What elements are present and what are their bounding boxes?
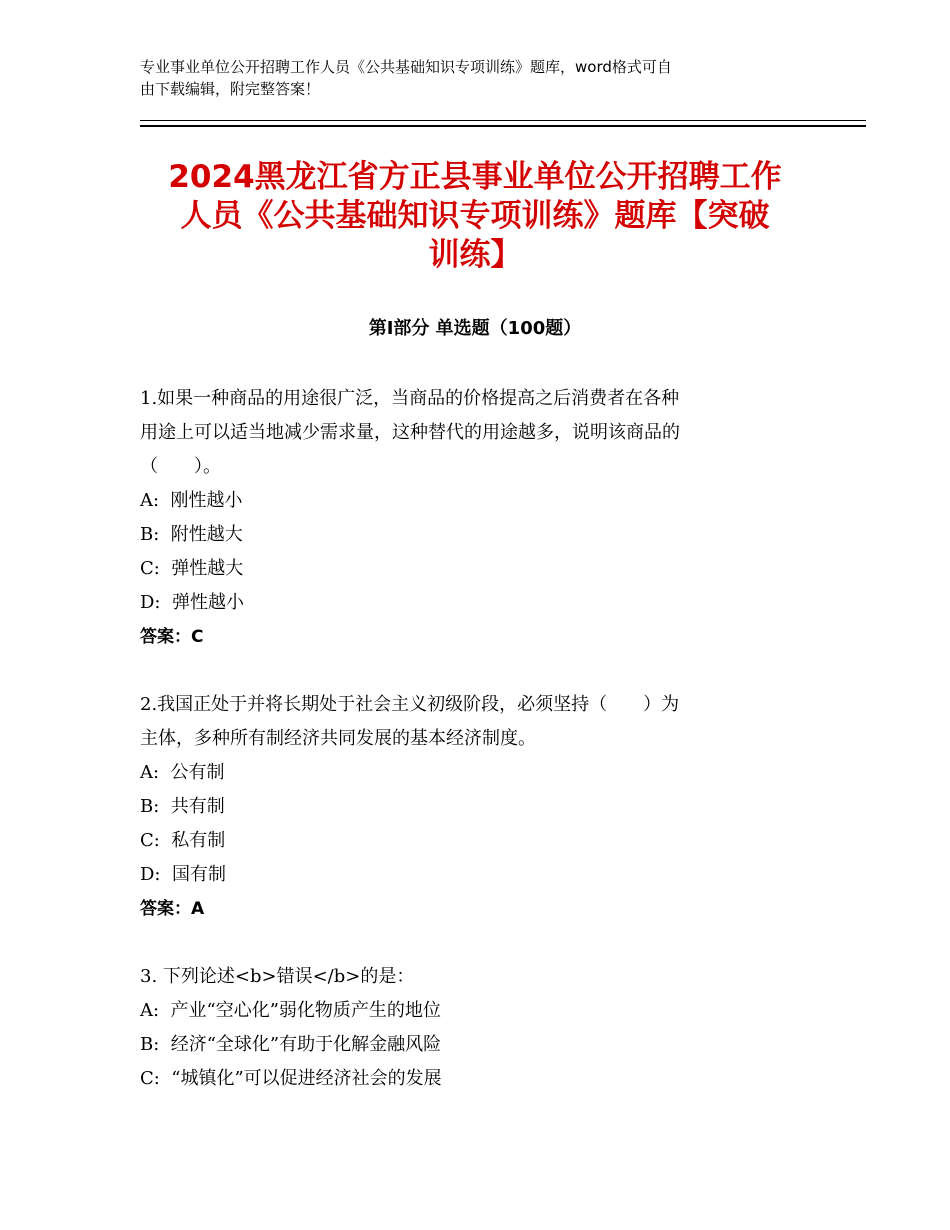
header-note: 专业事业单位公开招聘工作人员《公共基础知识专项训练》题库，word格式可自 由下载编辑，附完整答案！: [140, 58, 672, 98]
document-title: 2024黑龙江省方正县事业单位公开招聘工作 人员《公共基础知识专项训练》题库【突破 训练】: [168, 159, 782, 273]
section-title: 第Ⅰ部分 单选题（100题）: [368, 318, 582, 339]
question-stem: 2.我国正处于并将长期处于社会主义初级阶段，必须坚持（ ）为 主体，多种所有制经济共同发展的基本经济制度。: [140, 694, 680, 749]
option-a: A: 产业“空心化”弱化物质产生的地位: [140, 1000, 441, 1021]
option-b: B: 经济“全球化”有助于化解金融风险: [140, 1034, 442, 1055]
answer: 答案：A: [140, 899, 205, 919]
option-c: C: 弹性越大: [140, 558, 244, 579]
option-b: B: 共有制: [140, 796, 225, 817]
question-1: [140, 382, 810, 654]
option-c: C: “城镇化”可以促进经济社会的发展: [140, 1068, 442, 1089]
option-a: A: 公有制: [140, 762, 225, 783]
question-list: [140, 382, 810, 1130]
header-divider: [140, 120, 866, 127]
answer: 答案：C: [140, 627, 204, 647]
question-2: [140, 688, 810, 926]
option-c: C: 私有制: [140, 830, 226, 851]
question-stem: 1.如果一种商品的用途很广泛，当商品的价格提高之后消费者在各种 用途上可以适当地减少需求量，这种替代的用途越多，说明该商品的 （ ）。: [140, 388, 680, 477]
option-b: B: 附性越大: [140, 524, 243, 545]
question-stem: 3. 下列论述<b>错误</b>的是：: [140, 966, 415, 987]
option-d: D: 国有制: [140, 864, 226, 885]
option-a: A: 刚性越小: [140, 490, 243, 511]
option-d: D: 弹性越小: [140, 592, 244, 613]
question-3: [140, 960, 810, 1096]
